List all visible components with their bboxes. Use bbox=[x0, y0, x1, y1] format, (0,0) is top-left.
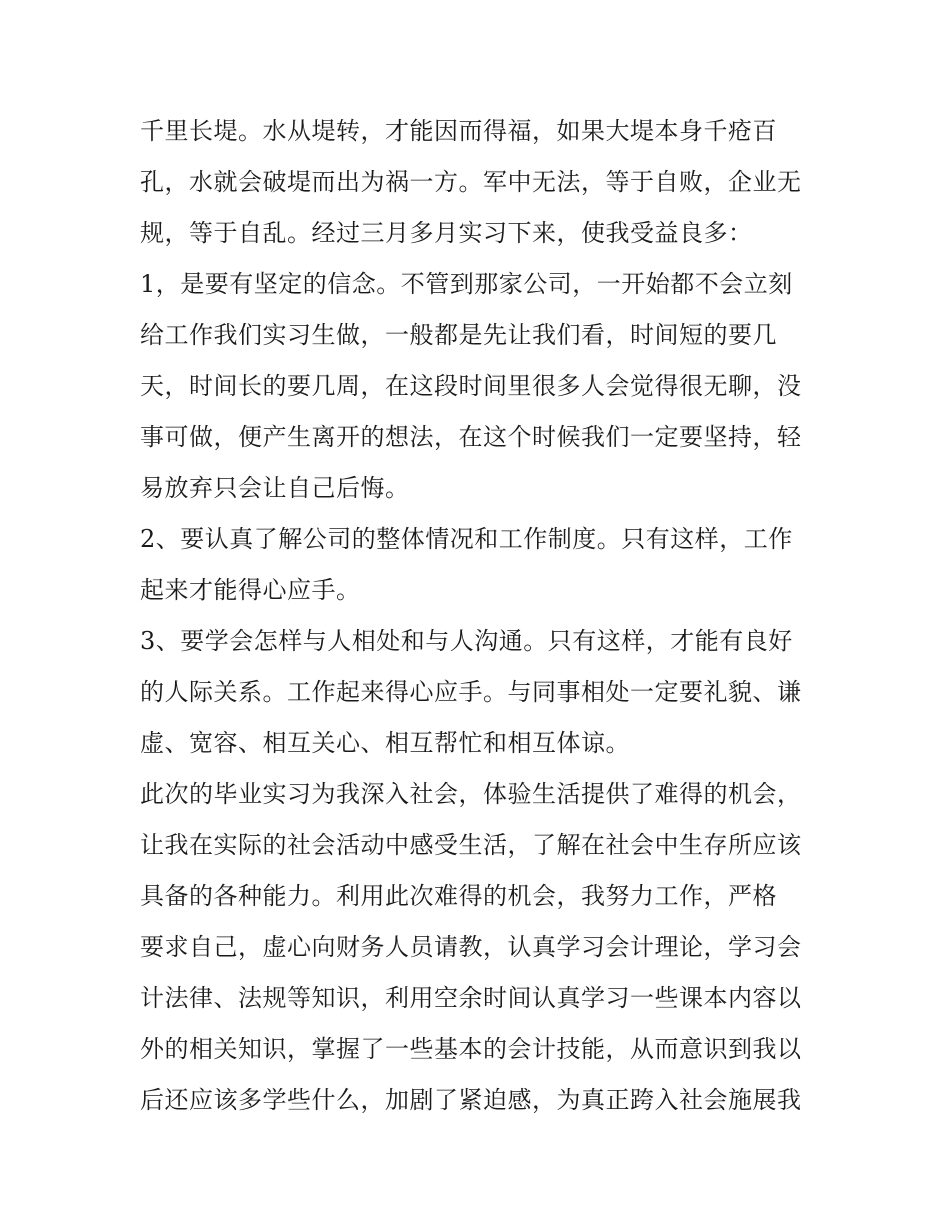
text-line: 3、要学会怎样与人相处和与人沟通。只有这样，才能有良好 bbox=[140, 627, 793, 655]
text-line: 事可做，便产生离开的想法，在这个时候我们一定要坚持，轻 bbox=[140, 423, 802, 451]
text-line: 1，是要有坚定的信念。不管到那家公司，一开始都不会立刻 bbox=[140, 270, 793, 298]
text-line: 后还应该多学些什么，加剧了紧迫感，为真正跨入社会施展我 bbox=[140, 1086, 802, 1114]
text-line: 天，时间长的要几周，在这段时间里很多人会觉得很无聊，没 bbox=[140, 372, 802, 400]
text-line: 外的相关知识，掌握了一些基本的会计技能，从而意识到我以 bbox=[140, 1035, 802, 1063]
text-line: 虚、宽容、相互关心、相互帮忙和相互体谅。 bbox=[140, 729, 630, 757]
text-line: 此次的毕业实习为我深入社会，体验生活提供了难得的机会， bbox=[140, 780, 802, 808]
text-line: 孔，水就会破堤而出为祸一方。军中无法，等于自败，企业无 bbox=[140, 168, 802, 196]
text-line: 让我在实际的社会活动中感受生活，了解在社会中生存所应该 bbox=[140, 831, 802, 859]
text-line: 要求自己，虚心向财务人员请教，认真学习会计理论，学习会 bbox=[140, 933, 802, 961]
text-line: 起来才能得心应手。 bbox=[140, 576, 361, 604]
text-line: 千里长堤。水从堤转，才能因而得福，如果大堤本身千疮百 bbox=[140, 117, 777, 145]
text-line: 计法律、法规等知识，利用空余时间认真学习一些课本内容以 bbox=[140, 984, 802, 1012]
text-line: 规，等于自乱。经过三月多月实习下来，使我受益良多： bbox=[140, 219, 753, 247]
text-line: 具备的各种能力。利用此次难得的机会，我努力工作，严格 bbox=[140, 882, 777, 910]
text-line: 易放弃只会让自己后悔。 bbox=[140, 474, 410, 502]
text-line: 的人际关系。工作起来得心应手。与同事相处一定要礼貌、谦 bbox=[140, 678, 802, 706]
document-body bbox=[140, 106, 830, 1126]
text-line: 2、要认真了解公司的整体情况和工作制度。只有这样，工作 bbox=[140, 525, 793, 553]
text-line: 给工作我们实习生做，一般都是先让我们看，时间短的要几 bbox=[140, 321, 777, 349]
